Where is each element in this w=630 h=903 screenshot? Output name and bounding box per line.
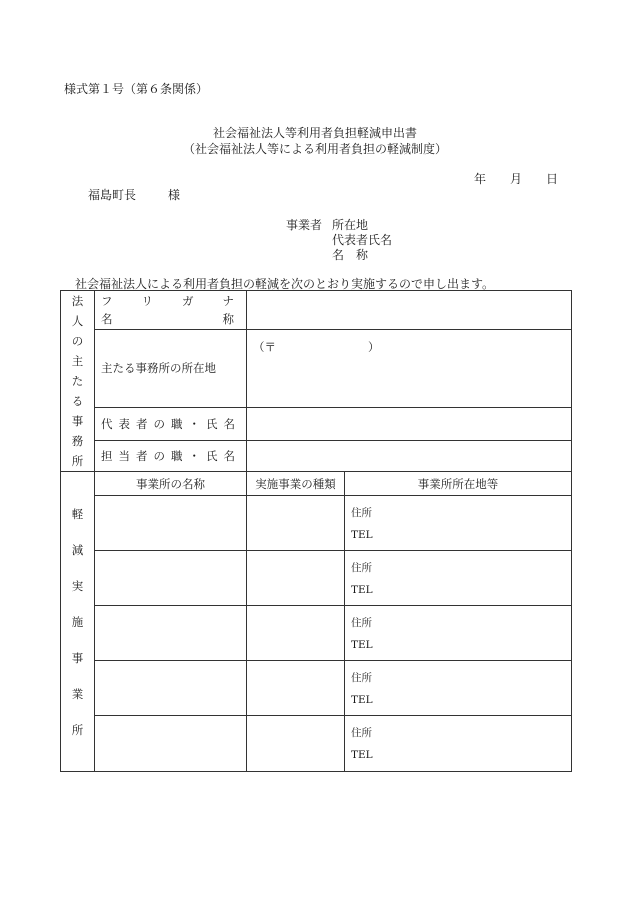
main-office-address-label: 主たる事務所の所在地	[95, 329, 247, 407]
office-name-input[interactable]	[95, 606, 247, 661]
tel-label: TEL	[351, 584, 373, 596]
office-address-input[interactable]	[345, 551, 572, 606]
applicant-address-label: 所在地	[332, 218, 369, 232]
office-name-input[interactable]	[95, 661, 247, 716]
service-type-input[interactable]	[247, 496, 345, 551]
statement: 社会福祉法人による利用者負担の軽減を次のとおり実施するので申し出ます。	[75, 277, 495, 291]
table-row	[61, 606, 572, 661]
applicant-label: 事業者	[286, 218, 323, 232]
tel-label: TEL	[351, 749, 373, 761]
header-office-name: 事業所の名称	[95, 472, 247, 496]
vlabel1-char: る	[71, 394, 84, 408]
vlabel1-char: 務	[71, 434, 84, 448]
applicant-representative-label: 代表者氏名	[332, 233, 393, 247]
vlabel2-char: 減	[71, 542, 84, 557]
vlabel1-char: 事	[71, 414, 84, 428]
vlabel1-char: た	[71, 374, 84, 388]
date-month: 月	[510, 172, 523, 186]
service-type-input[interactable]	[247, 551, 345, 606]
service-type-input[interactable]	[247, 716, 345, 772]
form-title: 社会福祉法人等利用者負担軽減申出書	[212, 126, 417, 140]
furigana-char: リ	[141, 293, 153, 308]
vlabel2-char: 実	[71, 578, 84, 593]
service-type-input[interactable]	[247, 606, 345, 661]
office-name-input[interactable]	[95, 496, 247, 551]
name-char: 称	[222, 311, 234, 326]
form-number: 様式第１号（第６条関係）	[64, 82, 209, 96]
contact-title-label: 担当者の職・氏名	[95, 440, 247, 471]
office-address-input[interactable]	[345, 606, 572, 661]
address-label: 住所	[351, 507, 372, 519]
representative-title-label: 代表者の職・氏名	[95, 408, 247, 440]
furigana-label	[95, 292, 246, 310]
name-label	[95, 310, 246, 328]
office-name-input[interactable]	[95, 716, 247, 772]
main-office-address-input[interactable]	[247, 329, 572, 407]
table-row	[61, 716, 572, 772]
vlabel2-char: 事	[71, 650, 84, 665]
contact-input[interactable]	[247, 440, 572, 471]
address-label: 住所	[351, 617, 372, 629]
vlabel1-char: 法	[71, 294, 84, 308]
furigana-name-input[interactable]	[247, 291, 572, 330]
form-subtitle: （社会福祉法人等による利用者負担の軽減制度）	[182, 142, 447, 156]
office-address-input[interactable]	[345, 661, 572, 716]
address-label: 住所	[351, 672, 372, 684]
vlabel2-char: 業	[71, 686, 84, 701]
section2-vertical-label	[61, 472, 95, 772]
table-row	[61, 661, 572, 716]
postal-code: （〒 ）	[253, 339, 380, 354]
tel-label: TEL	[351, 639, 373, 651]
date-day: 日	[546, 172, 559, 186]
addressee-honorific: 様	[168, 188, 181, 202]
applicant-name-label: 名 称	[332, 248, 369, 262]
vlabel2-char: 施	[71, 614, 84, 629]
office-address-input[interactable]	[345, 496, 572, 551]
header-service-type: 実施事業の種類	[247, 472, 345, 496]
representative-input[interactable]	[247, 408, 572, 440]
name-char: 名	[101, 311, 113, 326]
address-label: 住所	[351, 727, 372, 739]
vlabel1-char: 人	[71, 314, 84, 328]
furigana-char: フ	[101, 293, 113, 308]
section1-vertical-label	[61, 291, 95, 472]
header-office-address: 事業所所在地等	[345, 472, 572, 496]
addressee-name: 福島町長	[88, 188, 137, 202]
vlabel2-char: 所	[71, 722, 84, 737]
furigana-char: ガ	[182, 293, 194, 308]
address-label: 住所	[351, 562, 372, 574]
vlabel2-char: 軽	[71, 506, 84, 521]
date-year: 年	[474, 172, 487, 186]
application-table	[60, 290, 572, 772]
vlabel1-char: の	[71, 334, 84, 348]
table-row	[61, 496, 572, 551]
table-row	[61, 551, 572, 606]
furigana-name-label-cell	[95, 291, 247, 330]
vlabel1-char: 所	[71, 454, 84, 468]
office-name-input[interactable]	[95, 551, 247, 606]
tel-label: TEL	[351, 694, 373, 706]
office-address-input[interactable]	[345, 716, 572, 772]
tel-label: TEL	[351, 529, 373, 541]
furigana-char: ナ	[222, 293, 234, 308]
service-type-input[interactable]	[247, 661, 345, 716]
vlabel1-char: 主	[71, 354, 84, 368]
